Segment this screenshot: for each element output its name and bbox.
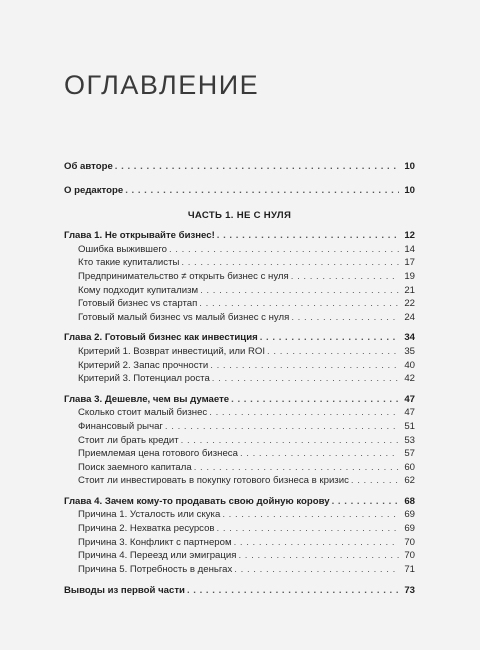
toc-entry-label: Кому подходит купитализм xyxy=(78,284,199,296)
toc-section xyxy=(64,284,415,298)
toc-entry-page: 12 xyxy=(404,230,415,242)
toc-entry-about-editor xyxy=(64,184,415,198)
chapter-list xyxy=(64,229,415,576)
dot-leader xyxy=(210,359,399,373)
toc-entry-page: 53 xyxy=(404,434,415,446)
toc-entry-label: Глава 3. Дешевле, чем вы думаете xyxy=(64,393,230,405)
toc-entry-label: Поиск заемного капитала xyxy=(78,461,192,473)
toc-entry-page: 60 xyxy=(404,461,415,473)
toc-entry-page: 19 xyxy=(404,270,415,282)
dot-leader xyxy=(222,508,399,522)
toc-entry-label: Финансовый рычаг xyxy=(78,420,163,432)
dot-leader xyxy=(187,584,399,598)
toc-entry-label: Причина 4. Переезд или эмиграция xyxy=(78,550,237,562)
toc-entry-label: Предпринимательство ≠ открыть бизнес с нуля xyxy=(78,270,289,282)
toc-section xyxy=(64,372,415,386)
dot-leader xyxy=(165,420,399,434)
toc-section xyxy=(64,256,415,270)
toc-entry-label: О редакторе xyxy=(64,184,124,196)
dot-leader xyxy=(291,270,399,284)
toc-entry-label: Приемлемая цена готового бизнеса xyxy=(78,448,238,460)
toc-entry-page: 69 xyxy=(404,509,415,521)
toc-entry-label: Причина 3. Конфликт с партнером xyxy=(78,536,232,548)
toc-entry-label: Критерий 1. Возврат инвестиций, или ROI xyxy=(78,345,266,357)
dot-leader xyxy=(200,284,399,298)
toc-chapter-3 xyxy=(64,393,415,407)
toc-entry-label: Об авторе xyxy=(64,161,113,172)
toc-entry-page: 42 xyxy=(404,373,415,385)
toc-entry-page: 24 xyxy=(404,311,415,323)
dot-leader xyxy=(238,549,399,563)
toc-section xyxy=(64,406,415,420)
toc-entry-page: 10 xyxy=(404,184,415,196)
toc-entry-page: 73 xyxy=(404,585,415,597)
toc-section xyxy=(64,434,415,448)
dot-leader xyxy=(351,474,399,488)
toc-chapter-4 xyxy=(64,495,415,509)
toc-entry-label: Готовый малый бизнес vs малый бизнес с нуля xyxy=(78,311,290,323)
toc-entry-page: 14 xyxy=(404,243,415,255)
dot-leader xyxy=(181,256,399,270)
toc-section xyxy=(64,522,415,536)
toc-section xyxy=(64,549,415,563)
toc-entry-about-author xyxy=(64,160,415,174)
dot-leader xyxy=(217,229,399,243)
toc-section xyxy=(64,508,415,522)
toc-entry-page: 51 xyxy=(404,420,415,432)
toc-entry-conclusion xyxy=(64,584,415,598)
toc-entry-page: 40 xyxy=(404,359,415,371)
toc-entry-page: 70 xyxy=(404,550,415,562)
toc-entry-label: Кто такие купиталисты xyxy=(78,257,180,269)
dot-leader xyxy=(240,447,399,461)
toc-entry-label: Стоит ли инвестировать в покупку готового бизнеса в кризис xyxy=(78,475,349,487)
toc-section xyxy=(64,297,415,311)
dot-leader xyxy=(125,184,399,198)
toc-entry-label: Причина 5. Потребность в деньгах xyxy=(78,563,233,575)
page-title: ОГЛАВЛЕНИЕ xyxy=(64,70,260,100)
toc-entry-page: 62 xyxy=(404,475,415,487)
dot-leader xyxy=(267,345,399,359)
dot-leader xyxy=(209,406,399,420)
dot-leader xyxy=(217,522,399,536)
toc-section xyxy=(64,345,415,359)
toc-entry-label: Критерий 3. Потенциал роста xyxy=(78,373,210,385)
toc-entry-page: 21 xyxy=(404,284,415,296)
toc-section xyxy=(64,243,415,257)
toc-entry-label: Глава 1. Не открывайте бизнес! xyxy=(64,230,215,242)
toc-entry-label: Стоит ли брать кредит xyxy=(78,434,179,446)
toc-entry-page: 34 xyxy=(404,332,415,344)
toc-entry-label: Ошибка выжившего xyxy=(78,243,167,255)
toc-entry-page: 47 xyxy=(404,393,415,405)
dot-leader xyxy=(332,495,399,509)
toc-section xyxy=(64,536,415,550)
toc-entry-page: 68 xyxy=(404,495,415,507)
dot-leader xyxy=(115,160,399,174)
toc-entry-label: Готовый бизнес vs стартап xyxy=(78,298,198,310)
toc-section xyxy=(64,359,415,373)
toc-section xyxy=(64,474,415,488)
toc-section xyxy=(64,270,415,284)
toc-entry-label: Причина 1. Усталость или скука xyxy=(78,509,221,521)
toc-entry-page: 57 xyxy=(404,448,415,460)
toc-section xyxy=(64,420,415,434)
dot-leader xyxy=(291,311,399,325)
toc-chapter-1 xyxy=(64,229,415,243)
toc-section xyxy=(64,461,415,475)
dot-leader xyxy=(194,461,399,475)
toc-entry-page: 35 xyxy=(404,345,415,357)
dot-leader xyxy=(234,563,399,577)
toc-section xyxy=(64,563,415,577)
toc-entry-page: 69 xyxy=(404,523,415,535)
toc-entry-label: Причина 2. Нехватка ресурсов xyxy=(78,523,215,535)
dot-leader xyxy=(181,434,399,448)
dot-leader xyxy=(169,243,399,257)
toc-entry-page: 22 xyxy=(404,298,415,310)
toc-entry-label: Глава 2. Готовый бизнес как инвестиция xyxy=(64,332,258,344)
part-heading: ЧАСТЬ 1. НЕ С НУЛЯ xyxy=(187,210,292,222)
toc-entry-label: Выводы из первой части xyxy=(64,585,185,597)
dot-leader xyxy=(260,331,399,345)
table-of-contents xyxy=(64,160,415,598)
toc-entry-label: Глава 4. Зачем кому-то продавать свою дойную корову xyxy=(64,495,330,507)
toc-entry-page: 70 xyxy=(404,536,415,548)
toc-entry-page: 47 xyxy=(404,407,415,419)
dot-leader xyxy=(234,536,399,550)
dot-leader xyxy=(231,393,399,407)
toc-section xyxy=(64,311,415,325)
toc-entry-label: Сколько стоит малый бизнес xyxy=(78,407,208,419)
toc-section xyxy=(64,447,415,461)
toc-entry-label: Критерий 2. Запас прочности xyxy=(78,359,209,371)
dot-leader xyxy=(212,372,399,386)
toc-entry-page: 10 xyxy=(404,161,415,172)
toc-entry-page: 17 xyxy=(404,257,415,269)
toc-chapter-2 xyxy=(64,331,415,345)
dot-leader xyxy=(199,297,399,311)
toc-entry-page: 71 xyxy=(404,563,415,575)
